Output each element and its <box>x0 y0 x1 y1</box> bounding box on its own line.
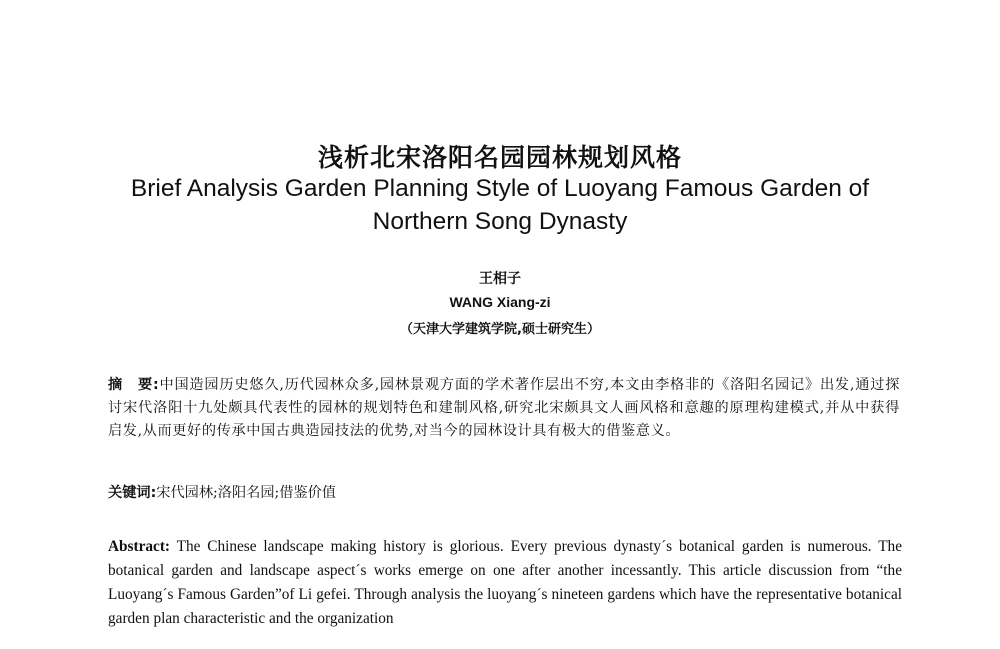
keywords-chinese <box>108 482 900 505</box>
abstract-english-text: The Chinese landscape making history is glorious. Every previous dynasty´s botanical garden is numerous. The botanical garden and landscape aspect´s works emerge on one after another incessantly. This article discussion from “the Luoyang´s Famous Garden”of Li gefei. Through analysis the luoyang´s nineteen gardens which have the representative botanical garden plan characteristic and the organization <box>108 538 902 627</box>
keywords-chinese-label: 关键词: <box>108 485 157 501</box>
abstract-chinese-label: 摘 要: <box>108 377 160 393</box>
author-english: WANG Xiang-zi <box>449 294 551 310</box>
abstract-chinese <box>108 374 900 443</box>
abstract-english <box>108 535 902 631</box>
author-affiliation: （天津大学建筑学院,硕士研究生） <box>400 322 600 337</box>
author-chinese: 王相子 <box>479 271 521 287</box>
keywords-chinese-text: 宋代园林;洛阳名园;借鉴价值 <box>156 485 337 501</box>
title-english: Brief Analysis Garden Planning Style of Luoyang Famous Garden of Northern Song Dynasty <box>130 175 870 235</box>
abstract-chinese-text: 中国造园历史悠久,历代园林众多,园林景观方面的学术著作层出不穷,本文由李格非的《洛阳名园记》出发,通过探讨宋代洛阳十九处颇具代表性的园林的规划特色和建制风格,研究北宋颇具文人画风格和意趣的原理构建模式,并从中获得启发,从而更好的传承中国古典造园技法的优势,对当今的园林设计具有极大的借鉴意义。 <box>108 377 900 439</box>
abstract-english-label: Abstract: <box>108 538 171 555</box>
title-chinese: 浅析北宋洛阳名园园林规划风格 <box>317 143 682 172</box>
